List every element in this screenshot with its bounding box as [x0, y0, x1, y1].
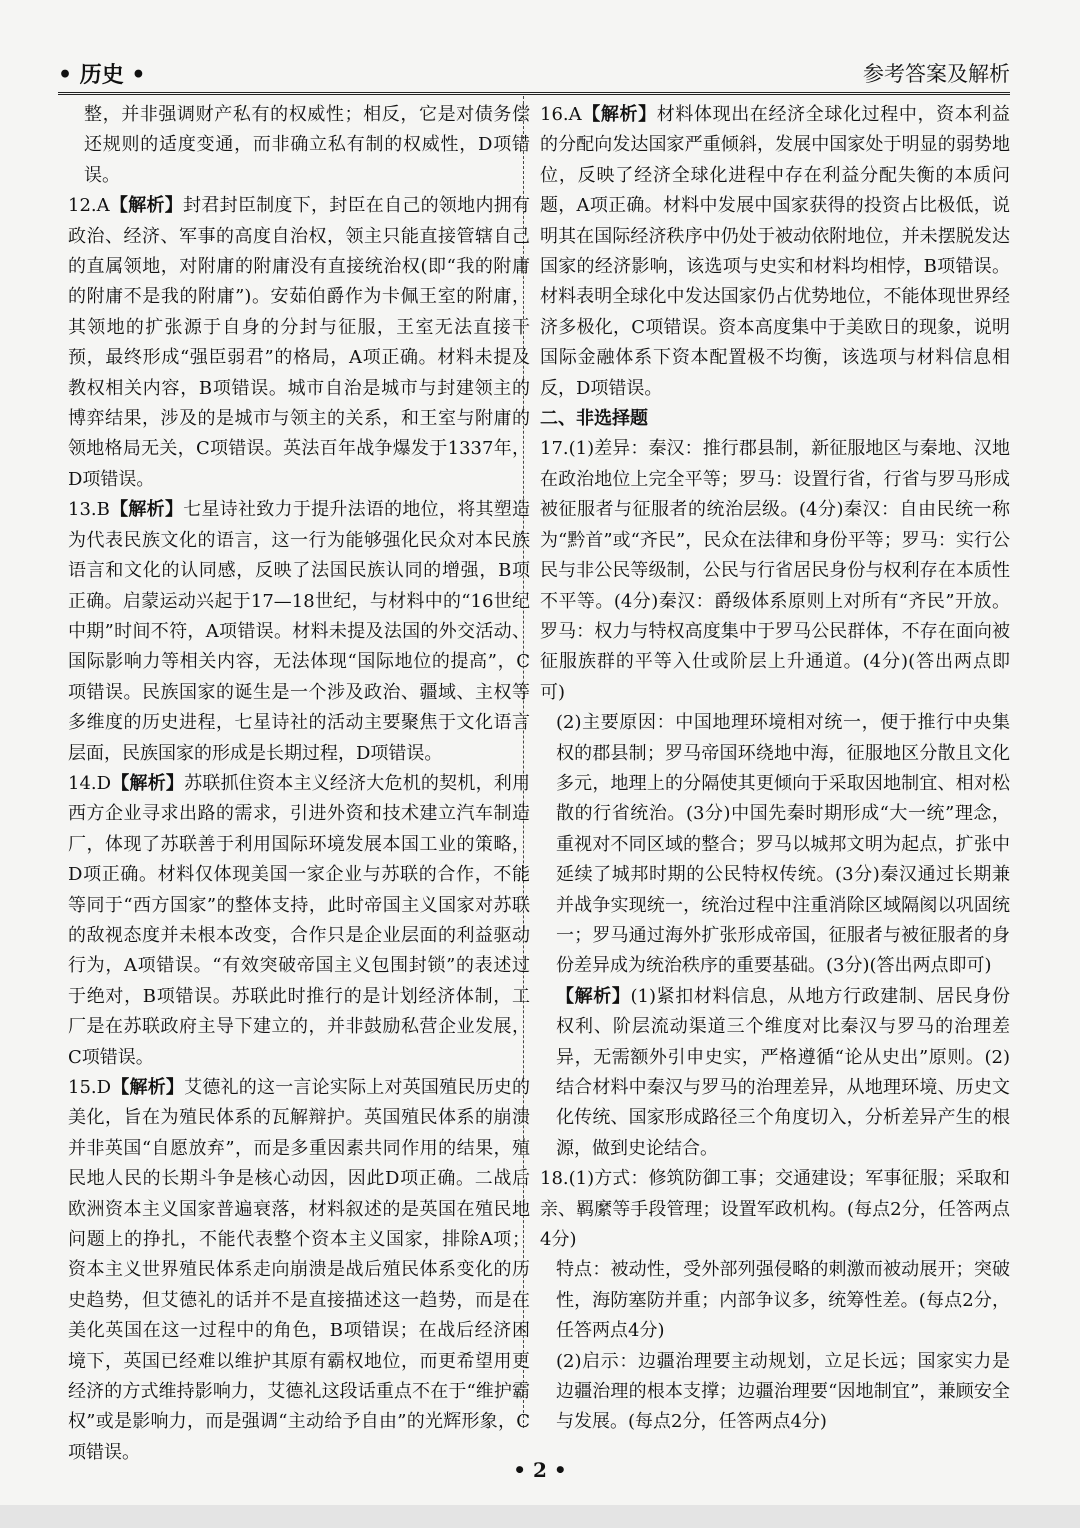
answer-17-part1 — [540, 434, 1010, 708]
answer-text: (1)差异：秦汉：推行郡县制，新征服地区与秦地、汉地在政治地位上完全平等；罗马：设置行省，行省与罗马形成被征服者与征服者的统治层级。(4分)秦汉：自由民统一称为“黔首”或“齐民”，民众在法律和身份平等；罗马：实行公民与非公民等级制，公民与行省居民身份与权利存在本质性不平等。(4分)秦汉：爵级体系原则上对所有“齐民”开放。罗马：权力与特权高度集中于罗马公民群体，不存在面向被征服族群的平等入仕或阶层上升通道。(4分)(答出两点即可) — [540, 438, 1010, 703]
section-heading: 二、非选择题 — [540, 408, 648, 430]
answer-18-part2: (2)启示：边疆治理要主动规划，立足长远；国家实力是边疆治理的根本支撑；边疆治理要“因地制宜”，兼顾安全与发展。(每点2分，任答两点4分) — [556, 1350, 1010, 1433]
analysis-text: (1)紧扣材料信息，从地方行政建制、居民身份权利、阶层流动渠道三个维度对比秦汉与罗马的治理差异，无需额外引申史实，严格遵循“论从史出”原则。(2)结合材料中秦汉与罗马的治理差异，从地理环境、历史文化传统、国家形成路径三个角度切入，分析差异产生的根源，做到史论结合。 — [556, 985, 1011, 1159]
header-title: 参考答案及解析 — [863, 62, 1010, 86]
answer-16 — [540, 100, 1010, 404]
page-header — [58, 52, 1010, 95]
question-number: 18. — [540, 1168, 569, 1190]
analysis-tag: 【解析】 — [109, 499, 184, 521]
answer-15 — [68, 1073, 530, 1468]
answer-text: (1)方式：修筑防御工事；交通建设；军事征服；采取和亲、羁縻等手段管理；设置军政机构。(每点2分，任答两点4分) — [540, 1168, 1010, 1251]
answer-letter: B — [96, 499, 110, 521]
question-number: 15. — [68, 1077, 97, 1098]
answer-18-features: 特点：被动性，受外部列强侵略的刺激而被动展开；突破性，海防塞防并重；内部争议多，统筹性差。(每点2分，任答两点4分) — [556, 1259, 1010, 1342]
analysis-tag: 【解析】 — [581, 104, 657, 125]
question-number: 12. — [68, 195, 97, 217]
question-number: 17. — [540, 438, 569, 460]
analysis-text: 艾德礼的这一言论实际上对英国殖民历史的美化，旨在为殖民体系的瓦解辩护。英国殖民体系的崩溃并非英国“自愿放弃”，而是多重因素共同作用的结果，殖民地人民的长期斗争是核心动因，因此D项正确。二战后欧洲资本主义国家普遍衰落，材料叙述的是英国在殖民地问题上的挣扎，不能代表整个资本主义国家，排除A项；资本主义世界殖民体系走向崩溃是战后殖民体系变化的历史趋势，但艾德礼的话并不是直接描述这一趋势，而是在美化英国在这一过程中的角色，B项错误；在战后经济困境下，英国已经难以维护其原有霸权地位，而更希望用更经济的方式维持影响力，艾德礼这段话重点不在于“维护霸权”或是影响力，而是强调“主动给予自由”的光辉形象，C项错误。 — [68, 1077, 531, 1463]
analysis-tag: 【解析】 — [111, 1077, 185, 1098]
scan-bottom-band — [0, 1505, 1080, 1528]
q11-continuation: 整，并非强调财产私有的权威性；相反，它是对债务偿还规则的适度变通，而非确立私有制的权威性，D项错误。 — [84, 104, 530, 186]
answer-13 — [68, 495, 530, 769]
answer-letter: A — [96, 195, 110, 217]
question-number: 14. — [68, 772, 97, 794]
answer-17-part2: (2)主要原因：中国地理环境相对统一，便于推行中央集权的郡县制；罗马帝国环绕地中海，征服地区分散且文化多元，地理上的分隔使其更倾向于采取因地制宜、相对松散的行省统治。(3分)中国先秦时期形成“大一统”理念，重视对不同区域的整合；罗马以城邦文明为起点，扩张中延续了城邦时期的公民特权传统。(3分)秦汉通过长期兼并战争实现统一，统治过程中注重消除区域隔阂以巩固统一；罗马通过海外扩张形成帝国，征服者与被征服者的身份差异成为统治秩序的重要基础。(3分)(答出两点即可) — [556, 712, 1010, 977]
question-number: 16. — [540, 104, 569, 125]
analysis-text: 材料体现出在经济全球化过程中，资本利益的分配向发达国家严重倾斜，发展中国家处于明显的弱势地位，反映了经济全球化进程中存在利益分配失衡的本质问题，A项正确。材料中发展中国家获得的投资占比极低，说明其在国际经济秩序中仍处于被动依附地位，并未摆脱发达国家的经济影响，该选项与史实和材料均相悖，B项错误。材料表明全球化中发达国家仍占优势地位，不能体现世界经济多极化，C项错误。资本高度集中于美欧日的现象，说明国际金融体系下资本配置极不均衡，该选项与材料信息相反，D项错误。 — [540, 104, 1011, 399]
subject-label: • 历史 • — [58, 62, 146, 88]
answer-18-part1 — [540, 1164, 1010, 1255]
analysis-tag: 【解析】 — [109, 195, 184, 217]
answer-letter: A — [568, 104, 582, 125]
analysis-tag: 【解析】 — [556, 985, 631, 1007]
answer-letter: D — [96, 1077, 112, 1098]
page-number: • 2 • — [513, 1458, 567, 1482]
answer-12 — [68, 191, 530, 495]
answer-14 — [68, 769, 530, 1073]
answer-17-analysis — [540, 982, 1010, 1164]
analysis-text: 苏联抓住资本主义经济大危机的契机，利用西方企业寻求出路的需求，引进外资和技术建立汽车制造厂，体现了苏联善于利用国际环境发展本国工业的策略，D项正确。材料仅体现美国一家企业与苏联的合作，不能等同于“西方国家”的整体支持，此时帝国主义国家对苏联的敌视态度并未根本改变，合作只是企业层面的利益驱动行为，A项错误。“有效突破帝国主义包围封锁”的表述过于绝对，B项错误。苏联此时推行的是计划经济体制，工厂是在苏联政府主导下建立的，并非鼓励私营企业发展，C项错误。 — [68, 772, 531, 1068]
analysis-tag: 【解析】 — [111, 772, 185, 794]
right-column — [540, 100, 1010, 1438]
analysis-text: 七星诗社致力于提升法语的地位，将其塑造为代表民族文化的语言，这一行为能够强化民众对本民族语言和文化的认同感，反映了法国民族认同的增强，B项正确。启蒙运动兴起于17—18世纪，与材料中的“16世纪中期”时间不符，A项错误。材料未提及法国的外交活动、国际影响力等相关内容，无法体现“国际地位的提高”，C项错误。民族国家的诞生是一个涉及政治、疆域、主权等多维度的历史进程，七星诗社的活动主要聚焦于文化语言层面，民族国家的形成是长期过程，D项错误。 — [68, 499, 531, 764]
question-number: 13. — [68, 499, 97, 521]
answer-letter: D — [96, 772, 112, 794]
analysis-text: 封君封臣制度下，封臣在自己的领地内拥有政治、经济、军事的高度自治权，领主只能直接管辖自己的直属领地，对附庸的附庸没有直接统治权(即“我的附庸的附庸不是我的附庸”)。安茹伯爵作为卡佩王室的附庸，其领地的扩张源于自身的分封与征服，王室无法直接干预，最终形成“强臣弱君”的格局，A项正确。材料未提及教权相关内容，B项错误。城市自治是城市与封建领主的博弈结果，涉及的是城市与领主的关系，和王室与附庸的领地格局无关，C项错误。英法百年战争爆发于1337年，D项错误。 — [68, 195, 531, 490]
left-column — [68, 100, 530, 1468]
